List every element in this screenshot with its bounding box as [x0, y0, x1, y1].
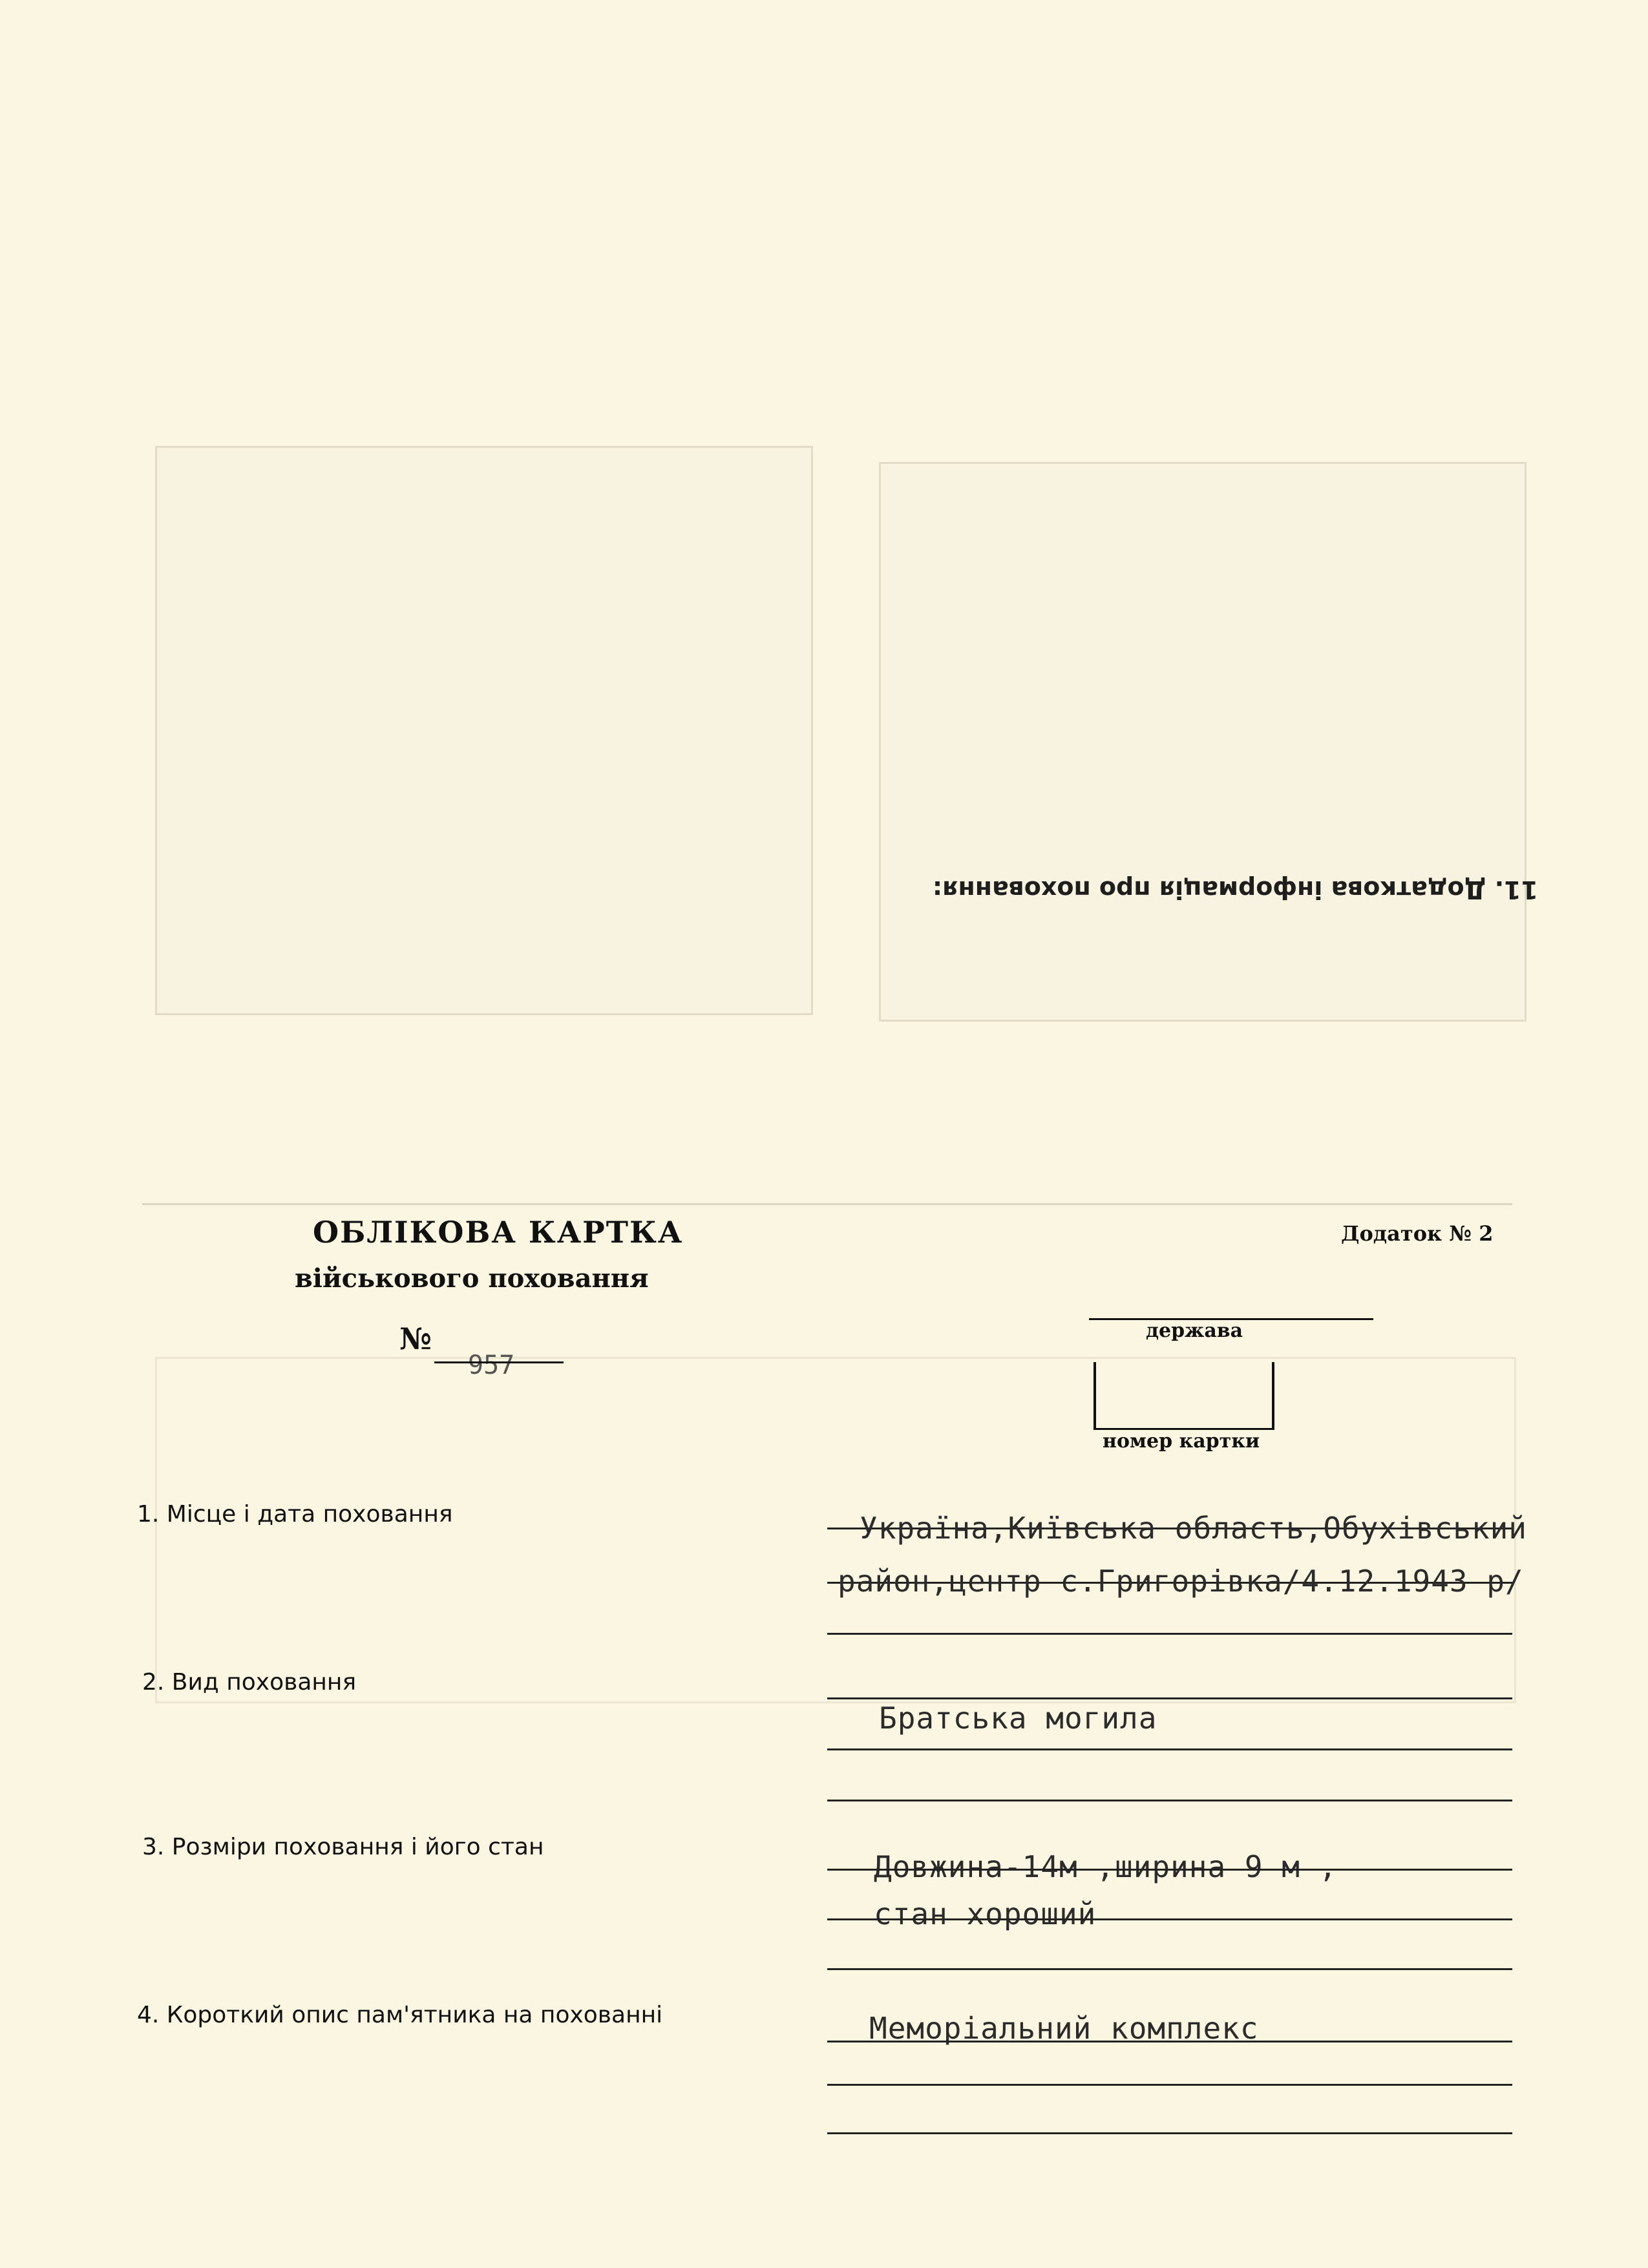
field-1-label: 1. Місце і дата поховання	[137, 1501, 453, 1528]
card-title: ОБЛІКОВА КАРТКА	[313, 1215, 684, 1250]
field-1-rule-3	[827, 1633, 1512, 1635]
field-3-rule-1	[827, 1869, 1512, 1871]
card-subtitle: військового поховання	[295, 1263, 649, 1294]
field-2-label: 2. Вид поховання	[142, 1669, 357, 1696]
card-number-box	[1093, 1362, 1274, 1430]
bleed-through-photo-frame-left	[155, 446, 813, 1015]
number-underline	[434, 1361, 564, 1363]
field-3-rule-2	[827, 1918, 1512, 1920]
field-2-rule-2	[827, 1748, 1512, 1750]
field-4-line-1: Меморіальний комплекс	[869, 2011, 1259, 2046]
field-2-line-1: Братська могила	[879, 1701, 1157, 1736]
section-11-label: 11. Додаткова інформація про поховання:	[932, 876, 1538, 904]
field-1-line-2: район,центр с.Григорівка/4.12.1943 р/	[838, 1564, 1524, 1599]
field-4-rule-3	[827, 2132, 1512, 2134]
field-2-rule-1	[827, 1697, 1512, 1699]
field-2-rule-3	[827, 1800, 1512, 1801]
field-4-label: 4. Короткий опис пам'ятника на похованні	[137, 2002, 663, 2028]
addendum-label: Додаток № 2	[1341, 1221, 1494, 1246]
field-3-line-2: стан хороший	[874, 1896, 1097, 1931]
state-label: держава	[1146, 1319, 1243, 1342]
bleed-through-photo-frame-right	[879, 462, 1527, 1022]
fold-line	[142, 1203, 1512, 1205]
field-1-line-1: Україна,Київська область,Обухівський	[860, 1511, 1527, 1546]
field-3-line-1: Довжина-14м ,ширина 9 м ,	[874, 1849, 1338, 1884]
number-sign: №	[399, 1321, 432, 1356]
field-3-rule-3	[827, 1968, 1512, 1970]
field-4-rule-1	[827, 2041, 1512, 2042]
field-3-label: 3. Розміри поховання і його стан	[142, 1834, 544, 1860]
card-number-value: 957	[468, 1350, 515, 1380]
field-4-rule-2	[827, 2084, 1512, 2086]
card-number-label: номер картки	[1103, 1430, 1260, 1453]
